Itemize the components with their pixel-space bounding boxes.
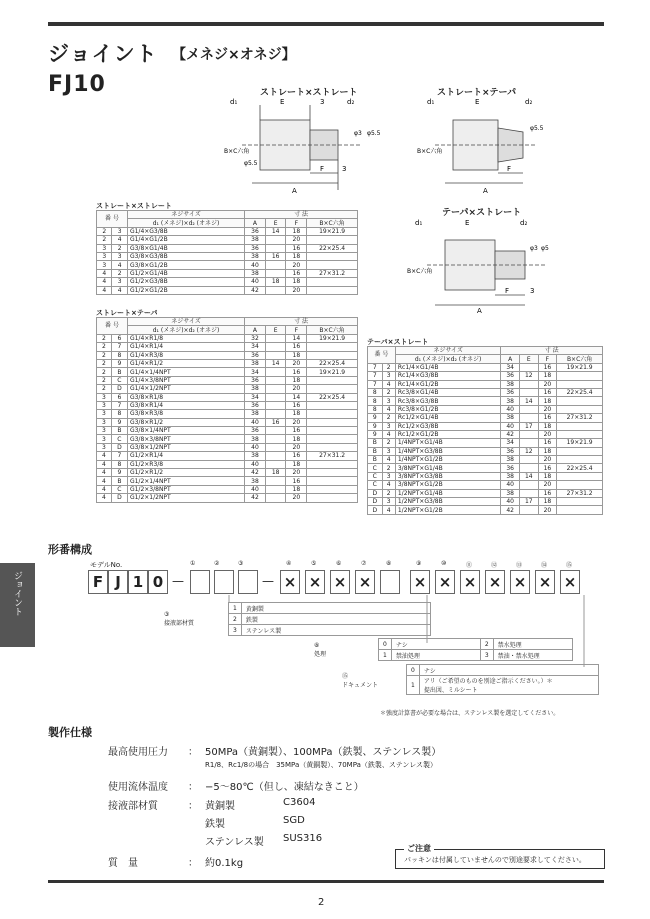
- dim-3: 3: [320, 98, 325, 106]
- table-row: 2 3 G1/4×G3/8B 36 14 18 19×21.9: [97, 227, 358, 235]
- spec-heading: 製作仕様: [48, 726, 92, 739]
- dim-phi55: φ5.5: [367, 130, 381, 137]
- notice-box: [395, 844, 605, 869]
- dim-phi55b: φ5.5: [244, 160, 258, 167]
- dim-d2: d₂: [347, 98, 355, 106]
- code-dash: —: [172, 574, 184, 588]
- doc-code-0: 0: [407, 665, 420, 676]
- dim-bxc: B×C六角: [407, 268, 433, 275]
- table-row: 3 3 G3/8×G3/8B 38 16 18: [97, 252, 358, 260]
- code-char: F: [88, 570, 108, 594]
- table-row: 2 6 G1/4×R1/8 32 14 19×21.9: [97, 334, 358, 342]
- table-row: 3 4 G3/8×G1/2B 40 20: [97, 261, 358, 269]
- table-row: 2 7 G1/4×R1/4 34 16: [97, 343, 358, 351]
- dim-bxc: B×C六角: [417, 148, 443, 155]
- code-x: ×: [560, 570, 580, 594]
- table-row: 4 2 G1/2×G1/4B 38 16 27×31.2: [97, 269, 358, 277]
- table-row: B 4 1/4NPT×G1/2B 38 20: [368, 456, 603, 464]
- material-options: [160, 602, 431, 636]
- dim-e: E: [280, 98, 285, 106]
- col-neji: ネジサイズ: [395, 347, 500, 355]
- dim-bxc: B×C六角: [224, 148, 250, 155]
- notice-title: ご注意: [404, 843, 434, 854]
- table-row: C 2 3/8NPT×G1/4B 36 16 22×25.4: [368, 464, 603, 472]
- side-tab: ジョイント: [0, 563, 35, 647]
- code-slot: [380, 570, 400, 594]
- document-label: ⑮ ドキュメント: [342, 672, 379, 689]
- dim-phi5: φ5: [541, 245, 549, 252]
- code-char: 0: [148, 570, 168, 594]
- code-position-number: ⑫: [491, 562, 498, 569]
- table-row: 7 2 Rc1/4×G1/4B 34 16 19×21.9: [368, 363, 603, 371]
- table-row: 3 2 G3/8×G1/4B 36 16 22×25.4: [97, 244, 358, 252]
- table-row: D 2 1/2NPT×G1/4B 38 16 27×31.2: [368, 489, 603, 497]
- table-row: 3 C G3/8×3/8NPT 38 18: [97, 435, 358, 443]
- notice-text: パッキンは付属していませんので別途要求してください。: [404, 856, 586, 864]
- table-row: 7 3 Rc1/4×G3/8B 36 12 18: [368, 372, 603, 380]
- spec-value: −5〜80℃（但し、凍結なきこと）: [205, 782, 364, 793]
- material-code: SGD: [283, 815, 305, 826]
- col-neji: ネジサイズ: [127, 318, 244, 326]
- material-name-1: 黄銅製: [241, 603, 430, 614]
- table-row: 3 6 G3/8×R1/8 34 14 22×25.4: [97, 393, 358, 401]
- code-position-number: ⑩: [441, 560, 447, 567]
- dim-e: E: [475, 98, 480, 106]
- table-row: 3 9 G3/8×R1/2 40 16 20: [97, 418, 358, 426]
- drawing-straight-taper: [415, 95, 550, 195]
- table-row: 2 4 G1/4×G1/2B 38 20: [97, 236, 358, 244]
- table-straight-taper: 番 号 ネジサイズ 寸 法 d₁ (メネジ)×d₂ (オネジ) A E F B×C六角 2 6 G1/4×R1/8 32 14 19×21.9 2 7 G1/4×R1/4 34 16 2 8 G1/4×R3/8 36 18 2 9 G1/4×R1/2 38 14 20 22×25.4 2 B G1/4×1/4NPT 34 16 19×21.9 2 C G1/4×3/8NPT 36 18 2 D G1/4×1/2NPT 38 20 3 6 G3/8×R1/8 34 14 22×25.4 3 7 G3/8×R1/4 36 16 3 8 G3/8×R3/8 38 18 3 9 G3/8×R1/2 40 16 20 3 B G3/8×1/4NPT 36 16 3 C G3/8×3/8NPT 38 18 3 D G3/8×1/2NPT 40 20 4 7 G1/2×R1/4 38 16 27×31.2 4 8 G1/2×R3/8 40 18 4 9 G1/2×R1/2 42 18 20 4 B G1/2×1/4NPT 38 16 4 C G1/2×3/8NPT 40 18 4 D G1/2×1/2NPT 42 20: [96, 317, 358, 503]
- table-caption-ss: ストレート×ストレート: [96, 202, 172, 210]
- table-row: 2 9 G1/4×R1/2 38 14 20 22×25.4: [97, 359, 358, 367]
- material-code: SUS316: [283, 833, 323, 844]
- table-row: B 3 1/4NPT×G3/8B 36 12 18: [368, 447, 603, 455]
- dim-f: F: [505, 287, 510, 295]
- table-row: 9 4 Rc1/2×G1/2B 42 20: [368, 430, 603, 438]
- table-row: 3 8 G3/8×R3/8 38 18: [97, 410, 358, 418]
- table-row: D 3 1/2NPT×G3/8B 40 17 18: [368, 498, 603, 506]
- model-heading: FJ10: [48, 72, 106, 97]
- dim-f: F: [320, 165, 325, 173]
- col-sunpo: 寸 法: [501, 347, 603, 355]
- table-row: B 2 1/4NPT×G1/4B 34 16 19×21.9: [368, 439, 603, 447]
- table-row: C 3 3/8NPT×G3/8B 38 14 18: [368, 472, 603, 480]
- material-code-1: 1: [229, 603, 242, 614]
- table-row: 3 D G3/8×1/2NPT 40 20: [97, 443, 358, 451]
- col-neji: ネジサイズ: [127, 211, 244, 219]
- col-neji-sub: d₁ (メネジ)×d₂ (オネジ): [127, 219, 244, 227]
- table-row: 8 3 Rc3/8×G3/8B 38 14 18: [368, 397, 603, 405]
- col-bango: 番 号: [97, 318, 128, 335]
- col-neji-sub: d₁ (メネジ)×d₂ (オネジ): [395, 355, 500, 363]
- code-char: J: [108, 570, 128, 594]
- table-row: 4 4 G1/2×G1/2B 42 20: [97, 286, 358, 294]
- code-x: ×: [435, 570, 455, 594]
- top-rule: [48, 22, 604, 26]
- process-name-3: 禁油・禁水処理: [493, 650, 572, 661]
- doc-name-0: ナシ: [419, 665, 598, 676]
- dim-d1: d₁: [230, 98, 238, 106]
- code-x: ×: [485, 570, 505, 594]
- page-number: 2: [318, 897, 325, 908]
- table-row: 4 C G1/2×3/8NPT 40 18: [97, 485, 358, 493]
- col-sunpo: 寸 法: [245, 211, 358, 219]
- table-straight-straight: 番 号 ネジサイズ 寸 法 d₁ (メネジ)×d₂ (オネジ) A E F B×C六角 2 3 G1/4×G3/8B 36 14 18 19×21.9 2 4 G1/4×G1/2B 38 20 3 2 G3/8×G1/4B 36 16 22×25.4 3 3 G3/8×G3/8B 38 16 18 3 4 G3/8×G1/2B 40 20 4 2 G1/2×G1/4B 38 16 27×31.2 4 3 G1/2×G3/8B 40 18 18 4 4 G1/2×G1/2B 42 20: [96, 210, 358, 295]
- process-name-0: ナシ: [391, 639, 480, 650]
- dim-3b: 3: [342, 165, 347, 173]
- code-position-number: ⑪: [466, 562, 473, 569]
- code-position-number: ⑦: [361, 560, 367, 567]
- spec-key: 最高使用圧力: [108, 747, 168, 758]
- code-x: ×: [330, 570, 350, 594]
- process-name-2: 禁水処理: [493, 639, 572, 650]
- dim-e: E: [465, 219, 470, 227]
- spec-value: 50MPa（黄銅製）、100MPa（鉄製、ステンレス製）: [205, 747, 442, 758]
- col-neji-sub: d₁ (メネジ)×d₂ (オネジ): [127, 326, 244, 334]
- dim-phi3: φ3: [354, 130, 362, 137]
- code-position-number: ④: [286, 560, 292, 567]
- code-x: ×: [535, 570, 555, 594]
- spec-value: 黄銅製: [205, 801, 235, 812]
- table-caption-ts: テーパ×ストレート: [367, 338, 429, 346]
- code-x: ×: [510, 570, 530, 594]
- dim-a: A: [477, 307, 482, 315]
- code-position-number: ⑥: [336, 560, 342, 567]
- dim-3: 3: [530, 287, 535, 295]
- code-slot: [214, 570, 234, 594]
- code-position-number: ⑧: [386, 560, 392, 567]
- table-row: C 4 3/8NPT×G1/2B 40 20: [368, 481, 603, 489]
- model-code-heading: 形番構成: [48, 543, 92, 556]
- table-row: 2 B G1/4×1/4NPT 34 16 19×21.9: [97, 368, 358, 376]
- material-name-3: ステンレス製: [241, 625, 430, 636]
- code-slot: [238, 570, 258, 594]
- process-name-1: 禁油処理: [391, 650, 480, 661]
- process-code-2: 2: [480, 639, 493, 650]
- bottom-rule: [48, 880, 604, 883]
- table-row: 4 9 G1/2×R1/2 42 18 20: [97, 469, 358, 477]
- table-row: 4 D G1/2×1/2NPT 42 20: [97, 494, 358, 502]
- process-code-1: 1: [379, 650, 392, 661]
- process-label: ⑧ 処理: [314, 641, 327, 658]
- table-row: 8 2 Rc3/8×G1/4B 36 16 22×25.4: [368, 388, 603, 396]
- spec-colon: ：: [188, 858, 198, 869]
- code-position-number: ①: [190, 560, 196, 567]
- dim-a: A: [483, 187, 488, 195]
- table-row: 4 B G1/2×1/4NPT 38 16: [97, 477, 358, 485]
- col-sunpo: 寸 法: [245, 318, 358, 326]
- code-x: ×: [355, 570, 375, 594]
- table-row: 4 8 G1/2×R3/8 40 18: [97, 460, 358, 468]
- dim-d1: d₁: [415, 219, 423, 227]
- table-row: 2 D G1/4×1/2NPT 38 20: [97, 385, 358, 393]
- table-row: 8 4 Rc3/8×G1/2B 40 20: [368, 405, 603, 413]
- table-row: 4 3 G1/2×G3/8B 40 18 18: [97, 278, 358, 286]
- code-char: 1: [128, 570, 148, 594]
- material-code: C3604: [283, 797, 316, 808]
- dim-f: F: [507, 165, 512, 173]
- figure-label-ss: ストレート×ストレート: [260, 88, 358, 98]
- code-slot: [190, 570, 210, 594]
- spec-key: 接液部材質: [108, 801, 158, 812]
- table-caption-st: ストレート×テーパ: [96, 309, 158, 317]
- model-no-label: モデルNo.: [90, 561, 123, 569]
- dim-d2: d₂: [520, 219, 528, 227]
- code-position-number: ⑬: [516, 562, 523, 569]
- table-row: 3 B G3/8×1/4NPT 36 16: [97, 427, 358, 435]
- material-name-2: 鉄製: [241, 614, 430, 625]
- drawing-taper-straight: [405, 215, 555, 315]
- doc-name-1: アリ（ご希望のものを別途ご指示ください。）＊ 提出図、ミルシート: [419, 676, 598, 695]
- spec-key: 質 量: [108, 858, 138, 869]
- code-position-number: ⑤: [311, 560, 317, 567]
- table-row: 9 3 Rc1/2×G3/8B 40 17 18: [368, 422, 603, 430]
- material-label: ③ 接液部材質: [164, 611, 195, 627]
- table-row: 9 2 Rc1/2×G1/4B 38 16 27×31.2: [368, 414, 603, 422]
- table-row: 4 7 G1/2×R1/4 38 16 27×31.2: [97, 452, 358, 460]
- process-code-0: 0: [379, 639, 392, 650]
- code-position-number: ②: [214, 560, 220, 567]
- process-code-3: 3: [480, 650, 493, 661]
- dim-phi55: φ5.5: [530, 125, 544, 132]
- table-taper-straight: 番 号 ネジサイズ 寸 法 d₁ (メネジ)×d₂ (オネジ) A E F B×C六角 7 2 Rc1/4×G1/4B 34 16 19×21.9 7 3 Rc1/4×G3/8B 36 12 18 7 4 Rc1/4×G1/2B 38 20 8 2 Rc3/8×G1/4B 36 16 22×25.4 8 3 Rc3/8×G3/8B 38 14 18 8 4 Rc3/8×G1/2B 40 20 9 2 Rc1/2×G1/4B 38 16 27×31.2 9 3 Rc1/2×G3/8B 40 17 18 9 4 Rc1/2×G1/2B 42 20 B 2 1/4NPT×G1/4B 34 16 19×21.9 B 3 1/4NPT×G3/8B 36 12 18 B 4 1/4NPT×G1/2B 38 20 C 2 3/8NPT×G1/4B 36 16 22×25.4 C 3 3/8NPT×G3/8B 38 14 18 C 4 3/8NPT×G1/2B 40 20 D 2 1/2NPT×G1/4B 38 16 27×31.2 D 3 1/2NPT×G3/8B 40 17 18 D 4 1/2NPT×G1/2B 42 20: [367, 346, 603, 515]
- dim-d2: d₂: [525, 98, 533, 106]
- col-bango: 番 号: [97, 211, 128, 228]
- code-x: ×: [410, 570, 430, 594]
- doc-code-1: 1: [407, 676, 420, 695]
- table-row: 2 8 G1/4×R3/8 36 18: [97, 351, 358, 359]
- spec-colon: ：: [188, 782, 198, 793]
- strength-footnote: ＊強度計算書が必要な場合は、ステンレス製を選定してください。: [380, 710, 560, 717]
- spec-value: 鉄製: [205, 819, 225, 830]
- spec-key: 使用流体温度: [108, 782, 168, 793]
- page-title: ジョイント: [48, 42, 158, 66]
- code-position-number: ⑨: [416, 560, 422, 567]
- table-row: 2 C G1/4×3/8NPT 36 18: [97, 376, 358, 384]
- table-row: D 4 1/2NPT×G1/2B 42 20: [368, 506, 603, 514]
- spec-value: ステンレス製: [205, 837, 264, 848]
- document-options: [338, 664, 599, 695]
- page-subtitle: 【メネジ×オネジ】: [172, 47, 296, 63]
- spec-colon: ：: [188, 801, 198, 812]
- code-position-number: ⑮: [566, 562, 573, 569]
- code-x: ×: [460, 570, 480, 594]
- material-code-2: 2: [229, 614, 242, 625]
- drawing-straight-straight: [222, 95, 382, 200]
- dim-d1: d₁: [427, 98, 435, 106]
- spec-value: 約0.1kg: [205, 858, 244, 869]
- code-dash: —: [262, 574, 274, 588]
- col-bango: 番 号: [368, 347, 396, 364]
- code-position-number: ⑭: [541, 562, 548, 569]
- code-position-number: ③: [238, 560, 244, 567]
- material-code-3: 3: [229, 625, 242, 636]
- code-x: ×: [305, 570, 325, 594]
- spec-value: R1/8、Rc1/8の場合 35MPa（黄銅製）、70MPa（鉄製、ステンレス製）: [205, 761, 438, 769]
- figure-label-ts: テーパ×ストレート: [442, 208, 522, 218]
- dim-phi3: φ3: [530, 245, 538, 252]
- table-row: 7 4 Rc1/4×G1/2B 38 20: [368, 380, 603, 388]
- spec-colon: ：: [188, 747, 198, 758]
- figure-label-st: ストレート×テーパ: [437, 88, 517, 98]
- table-row: 3 7 G3/8×R1/4 36 16: [97, 401, 358, 409]
- code-x: ×: [280, 570, 300, 594]
- process-options: [310, 638, 573, 661]
- dim-a: A: [292, 187, 297, 195]
